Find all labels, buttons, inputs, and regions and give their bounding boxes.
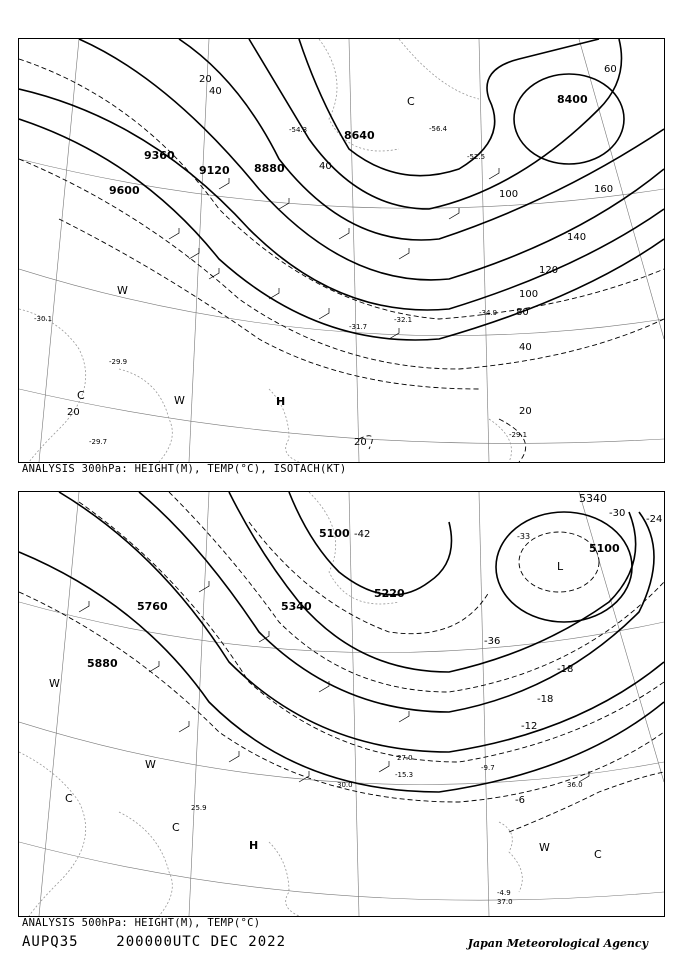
pressure-center-label: C	[407, 95, 415, 108]
height-label: 9600	[109, 184, 140, 197]
temp-label: -33	[517, 532, 531, 541]
pressure-center-label: W	[145, 758, 156, 771]
temp-label: -29.1	[509, 431, 528, 439]
pressure-center-label: W	[174, 394, 185, 407]
graticule	[19, 492, 664, 916]
isotach-label: 100	[499, 189, 519, 200]
map-500hpa-svg	[19, 492, 664, 916]
temp-label: -56.4	[429, 125, 448, 133]
station-value: 30.0	[337, 781, 353, 789]
chart-code: AUPQ35	[22, 934, 79, 950]
isotach-label: 120	[539, 265, 559, 276]
isotach-label: 40	[319, 161, 332, 172]
temp-contour-label: -18	[537, 694, 554, 705]
height-label: 5100	[319, 527, 350, 540]
isotach-label: 20	[519, 406, 532, 417]
isotach-label: 20	[199, 74, 212, 85]
isotach-label: 160	[594, 184, 614, 195]
temp-label: -29.7	[89, 438, 108, 446]
temp-label: -4.9	[497, 889, 511, 897]
station-value: 25.9	[191, 804, 207, 812]
lower-chart-caption: ANALYSIS 500hPa: HEIGHT(M), TEMP(°C)	[22, 917, 261, 929]
temp-label: -9.7	[481, 764, 495, 772]
height-label: 9360	[144, 149, 175, 162]
isotach-label: 20	[67, 407, 80, 418]
temp-contour-label: -12	[521, 721, 538, 732]
isotach-label: 40	[209, 86, 222, 97]
isotach-contours	[19, 59, 664, 462]
coastlines	[19, 39, 512, 462]
pressure-center-label: H	[276, 395, 286, 408]
temp-contour-label: -24	[646, 514, 663, 525]
isotach-label: 20	[354, 437, 367, 448]
isotach-label: 40	[519, 342, 532, 353]
pressure-center-label: C	[65, 792, 73, 805]
station-value: 36.0	[567, 781, 583, 789]
height-label: 8640	[344, 129, 375, 142]
analysis-500hpa-map	[18, 491, 665, 917]
temp-contour-label: -30	[609, 508, 626, 519]
chart-identifier	[22, 934, 286, 950]
pressure-center-label: H	[249, 839, 259, 852]
pressure-center-label: W	[539, 841, 550, 854]
height-label: 5340	[579, 492, 607, 505]
height-label: 5880	[87, 657, 118, 670]
station-value: 37.0	[497, 898, 513, 906]
height-label: 5220	[374, 587, 405, 600]
pressure-center-label: L	[557, 560, 564, 573]
temp-contour-label: -6	[515, 795, 525, 806]
height-label: 8880	[254, 162, 285, 175]
temp-label: -52.5	[467, 153, 486, 161]
upper-chart-caption: ANALYSIS 300hPa: HEIGHT(M), TEMP(°C), ISOTACH(KT)	[22, 463, 347, 475]
temp-label: -34.9	[479, 309, 498, 317]
height-label: 5340	[281, 600, 312, 613]
pressure-center-label: W	[49, 677, 60, 690]
agency-name: Japan Meteorological Agency	[467, 937, 648, 950]
height-label: 5100	[589, 542, 620, 555]
temp-label: -32.1	[394, 316, 413, 324]
wind-barbs	[169, 168, 499, 339]
height-label: 8400	[557, 93, 588, 106]
station-value: 27.0	[397, 754, 413, 762]
isotach-label: 140	[567, 232, 587, 243]
temp-label: -29.9	[109, 358, 128, 366]
height-label: 5760	[137, 600, 168, 613]
pressure-center-label: W	[117, 284, 128, 297]
temp-label: -30.1	[34, 315, 53, 323]
pressure-center-label: C	[594, 848, 602, 861]
height-label: 9120	[199, 164, 230, 177]
chart-datetime: 200000UTC DEC 2022	[116, 934, 287, 950]
coastlines	[19, 492, 522, 916]
isotach-label: 60	[604, 64, 617, 75]
temp-label: -54.3	[289, 126, 308, 134]
temp-contour-label: -36	[484, 636, 501, 647]
temp-contour-label: -18	[557, 664, 574, 675]
isotach-label: 80	[516, 307, 529, 318]
map-300hpa-svg	[19, 39, 664, 462]
temp-label: -15.3	[395, 771, 414, 779]
temp-contour-label: -42	[354, 529, 371, 540]
isotach-label: 100	[519, 289, 539, 300]
analysis-300hpa-map	[18, 38, 665, 463]
temp-label: -31.7	[349, 323, 368, 331]
pressure-center-label: C	[77, 389, 85, 402]
pressure-center-label: C	[172, 821, 180, 834]
